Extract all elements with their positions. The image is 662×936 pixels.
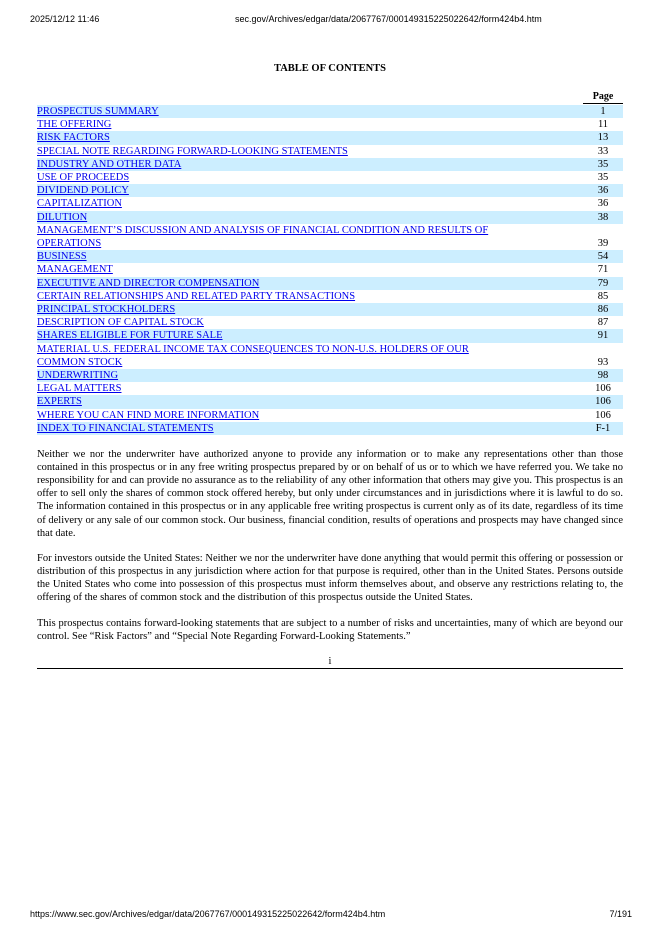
prospectus-page xyxy=(37,62,623,669)
toc-row xyxy=(37,329,623,342)
toc-page-number: 79 xyxy=(597,277,609,289)
toc-link-business[interactable]: BUSINESS xyxy=(37,251,87,263)
toc-link-executive-compensation[interactable]: EXECUTIVE AND DIRECTOR COMPENSATION xyxy=(37,277,260,289)
toc-page-number: 98 xyxy=(597,370,609,382)
toc-page-number: 93 xyxy=(597,356,609,368)
toc-row xyxy=(37,105,623,118)
toc-row xyxy=(37,343,623,369)
toc-link-dilution[interactable]: DILUTION xyxy=(37,211,88,223)
toc-link-the-offering[interactable]: THE OFFERING xyxy=(37,119,112,131)
toc-page-number: 39 xyxy=(597,238,609,250)
toc-row xyxy=(37,145,623,158)
toc-page-number: 36 xyxy=(597,198,609,210)
toc-link-mdna[interactable]: MANAGEMENT’S DISCUSSION AND ANALYSIS OF FINANCIAL CONDITION AND RESULTS OF OPERATIONS xyxy=(37,224,489,250)
toc-row xyxy=(37,197,623,210)
forward-looking-paragraph: This prospectus contains forward-looking statements that are subject to a number of risks and uncertainties, many of which are beyond our control. See “Risk Factors” and “Special Note Regarding Forward-Looking Statements.” xyxy=(37,618,623,643)
toc-page-number: 1 xyxy=(600,106,606,117)
toc-link-financial-statements[interactable]: INDEX TO FINANCIAL STATEMENTS xyxy=(37,422,214,434)
toc-row xyxy=(37,184,623,197)
toc-link-more-information[interactable]: WHERE YOU CAN FIND MORE INFORMATION xyxy=(37,409,260,421)
toc-page-number: 87 xyxy=(597,317,609,329)
toc-link-underwriting[interactable]: UNDERWRITING xyxy=(37,370,119,382)
toc-row xyxy=(37,263,623,276)
toc-link-risk-factors[interactable]: RISK FACTORS xyxy=(37,132,110,144)
toc-link-use-of-proceeds[interactable]: USE OF PROCEEDS xyxy=(37,172,130,184)
toc-page-number: 106 xyxy=(595,383,611,395)
toc-row xyxy=(37,118,623,131)
toc-page-number: 11 xyxy=(597,119,609,131)
toc-page-number: 71 xyxy=(597,264,609,276)
print-datetime: 2025/12/12 11:46 xyxy=(30,14,100,24)
toc-link-related-party-transactions[interactable]: CERTAIN RELATIONSHIPS AND RELATED PARTY TRANSACTIONS xyxy=(37,290,356,302)
toc-row xyxy=(37,409,623,422)
toc-page-number: 13 xyxy=(597,132,609,144)
toc-page-number: 36 xyxy=(597,185,609,197)
toc-page-number: 106 xyxy=(595,396,611,408)
page-number: i xyxy=(328,656,332,668)
toc-page-number: 35 xyxy=(597,172,609,184)
toc-row xyxy=(37,131,623,144)
toc-list xyxy=(37,105,623,435)
toc-link-shares-eligible[interactable]: SHARES ELIGIBLE FOR FUTURE SALE xyxy=(37,330,223,342)
toc-row xyxy=(37,422,623,435)
browser-print-footer xyxy=(30,909,632,923)
toc-link-experts[interactable]: EXPERTS xyxy=(37,396,82,408)
toc-page-number: 38 xyxy=(597,211,609,223)
toc-page-number: F-1 xyxy=(595,422,611,434)
reliance-disclaimer-paragraph: Neither we nor the underwriter have authorized anyone to provide any information or to make any representations other than those contained in this prospectus or in any free writing prospectus prepared by or on behalf of us or to which we have referred you. We take no responsibility for and can provide no assurance as to the reliability of any other information that others may give you. This prospectus is an offer to sell only the shares of common stock offered hereby, but only under circumstances and in jurisdictions where it is lawful to do so. The information contained in this prospectus or in any applicable free writing prospectus is current only as of its date, regardless of its time of delivery or any sale of our common stock. Our business, financial condition, results of operations and prospects may have changed since that date. xyxy=(37,449,623,539)
toc-row xyxy=(37,277,623,290)
toc-row xyxy=(37,290,623,303)
toc-page-number: 85 xyxy=(597,290,609,302)
toc-row xyxy=(37,224,623,250)
toc-page-number: 106 xyxy=(595,409,611,421)
toc-row xyxy=(37,171,623,184)
toc-link-tax-consequences[interactable]: MATERIAL U.S. FEDERAL INCOME TAX CONSEQUENCES TO NON-U.S. HOLDERS OF OUR COMMON STOCK xyxy=(37,343,469,368)
toc-page-number: 54 xyxy=(597,251,609,263)
print-page-counter: 7/191 xyxy=(609,909,632,919)
toc-link-management[interactable]: MANAGEMENT xyxy=(37,264,113,276)
toc-row xyxy=(37,382,623,395)
toc-page-number: 91 xyxy=(597,330,609,342)
non-us-investors-paragraph: For investors outside the United States: Neither we nor the underwriter have done anything that would permit this offering or possession or distribution of this prospectus in any jurisdiction where action for that purpose is required, other than in the United States. Persons outside the United States who come into possession of this prospectus must inform themselves about, and observe any restrictions relating to, the offering of the shares of common stock and the distribution of this prospectus outside the United States. xyxy=(37,552,623,604)
page-column-label: Page xyxy=(583,91,623,104)
toc-link-prospectus-summary[interactable]: PROSPECTUS SUMMARY xyxy=(37,106,159,117)
toc-row xyxy=(37,369,623,382)
toc-row xyxy=(37,158,623,171)
browser-print-header xyxy=(30,14,632,28)
toc-link-principal-stockholders[interactable]: PRINCIPAL STOCKHOLDERS xyxy=(37,304,176,316)
page-divider xyxy=(37,668,623,669)
toc-link-capital-stock[interactable]: DESCRIPTION OF CAPITAL STOCK xyxy=(37,317,204,329)
toc-page-number: 35 xyxy=(597,158,609,170)
print-footer-url: https://www.sec.gov/Archives/edgar/data/2067767/000149315225022642/form424b4.htm xyxy=(30,909,386,919)
print-header-url: sec.gov/Archives/edgar/data/2067767/000149315225022642/form424b4.htm xyxy=(235,14,542,24)
toc-link-legal-matters[interactable]: LEGAL MATTERS xyxy=(37,383,122,395)
toc-link-capitalization[interactable]: CAPITALIZATION xyxy=(37,198,122,210)
toc-title: TABLE OF CONTENTS xyxy=(273,63,387,74)
toc-row xyxy=(37,250,623,263)
toc-link-dividend-policy[interactable]: DIVIDEND POLICY xyxy=(37,185,129,197)
toc-link-industry-data[interactable]: INDUSTRY AND OTHER DATA xyxy=(37,158,182,170)
toc-page-number: 86 xyxy=(597,304,609,316)
toc-row xyxy=(37,395,623,408)
toc-page-column-header xyxy=(37,91,623,104)
toc-link-forward-looking-statements[interactable]: SPECIAL NOTE REGARDING FORWARD-LOOKING STATEMENTS xyxy=(37,145,348,157)
toc-page-number: 33 xyxy=(597,145,609,157)
toc-row xyxy=(37,211,623,224)
toc-row xyxy=(37,316,623,329)
toc-row xyxy=(37,303,623,316)
